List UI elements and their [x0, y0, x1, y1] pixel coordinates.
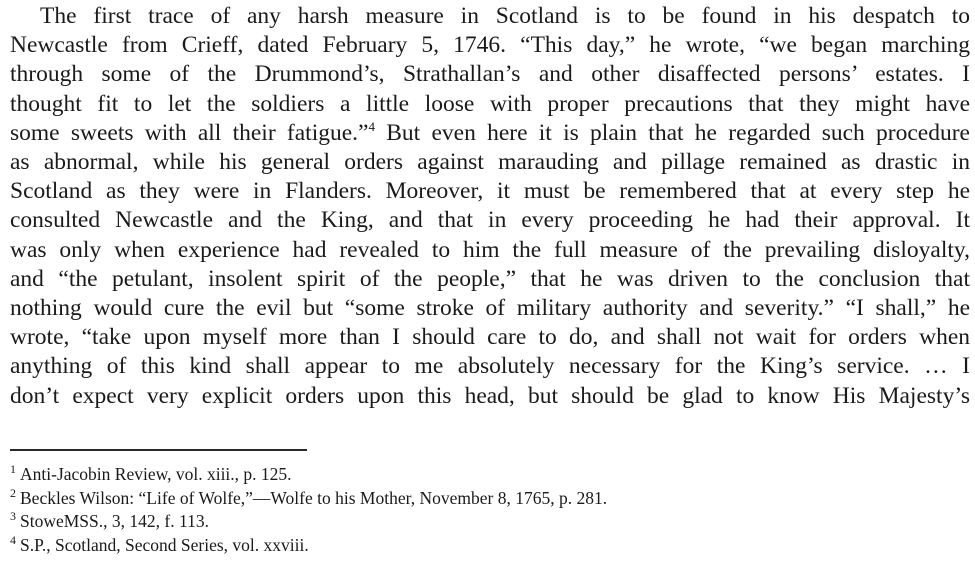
footnote-reference: 4 [368, 118, 375, 134]
footnote-number: 4 [10, 532, 16, 547]
paragraph-line: was only when experience had revealed to him the full measure of the prevailing disloyalty, [10, 236, 970, 263]
paragraph-line: Newcastle from Crieff, dated February 5, 1746. “This day,” he wrote, “we began marching [10, 32, 970, 59]
paragraph-line: thought fit to let the soldiers a little loose with proper precautions that they might have [10, 90, 970, 117]
paragraph-line: don’t expect very explicit orders upon this head, but should be glad to know His Majesty’s [10, 382, 970, 409]
paragraph-line: consulted Newcastle and the King, and that in every proceeding he had their approval. It [10, 207, 970, 234]
footnote [10, 534, 970, 558]
main-paragraph [10, 0, 970, 411]
paragraph-line [10, 119, 970, 148]
footnote-text: Anti-Jacobin Review, vol. xiii., p. 125. [20, 464, 292, 484]
paragraph-line: as abnormal, while his general orders against marauding and pillage remained as drastic in [10, 149, 970, 176]
paragraph-line: Scotland as they were in Flanders. Moreover, it must be remembered that at every step he [10, 178, 970, 205]
paragraph-line: wrote, “take upon myself more than I should care to do, and shall not wait for orders when [10, 324, 970, 351]
page [10, 0, 970, 566]
paragraph-line: anything of this kind shall appear to me absolutely necessary for the King’s service. … I [10, 353, 970, 380]
paragraph-line-end: But even here it is plain that he regarded such procedure [374, 119, 970, 146]
footnote-number: 2 [10, 485, 16, 500]
footnote-text: StoweMSS., 3, 142, f. 113. [20, 511, 209, 531]
footnote-text: S.P., Scotland, Second Series, vol. xxviii. [20, 534, 309, 555]
footnote-text: Beckles Wilson: “Life of Wolfe,”—Wolfe to his Mother, November 8, 1765, p. 281. [20, 487, 608, 508]
paragraph-line: nothing would cure the evil but “some stroke of military authority and severity.” “I shall,” he [10, 295, 970, 322]
paragraph-line: and “the petulant, insolent spirit of the people,” that he was driven to the conclusion that [10, 265, 970, 292]
paragraph-line-start: some sweets with all their fatigue.” [10, 119, 369, 146]
footnote [10, 487, 970, 511]
footnote [10, 463, 970, 487]
footnote-number: 1 [10, 462, 16, 477]
paragraph-line: The first trace of any harsh measure in Scotland is to be found in his despatch to [40, 3, 970, 29]
footnotes [10, 463, 970, 557]
footnote-number: 3 [10, 509, 16, 524]
footnote [10, 510, 970, 534]
paragraph-line: through some of the Drummond’s, Strathallan’s and other disaffected persons’ estates. I [10, 61, 970, 88]
footnote-divider [10, 449, 307, 451]
